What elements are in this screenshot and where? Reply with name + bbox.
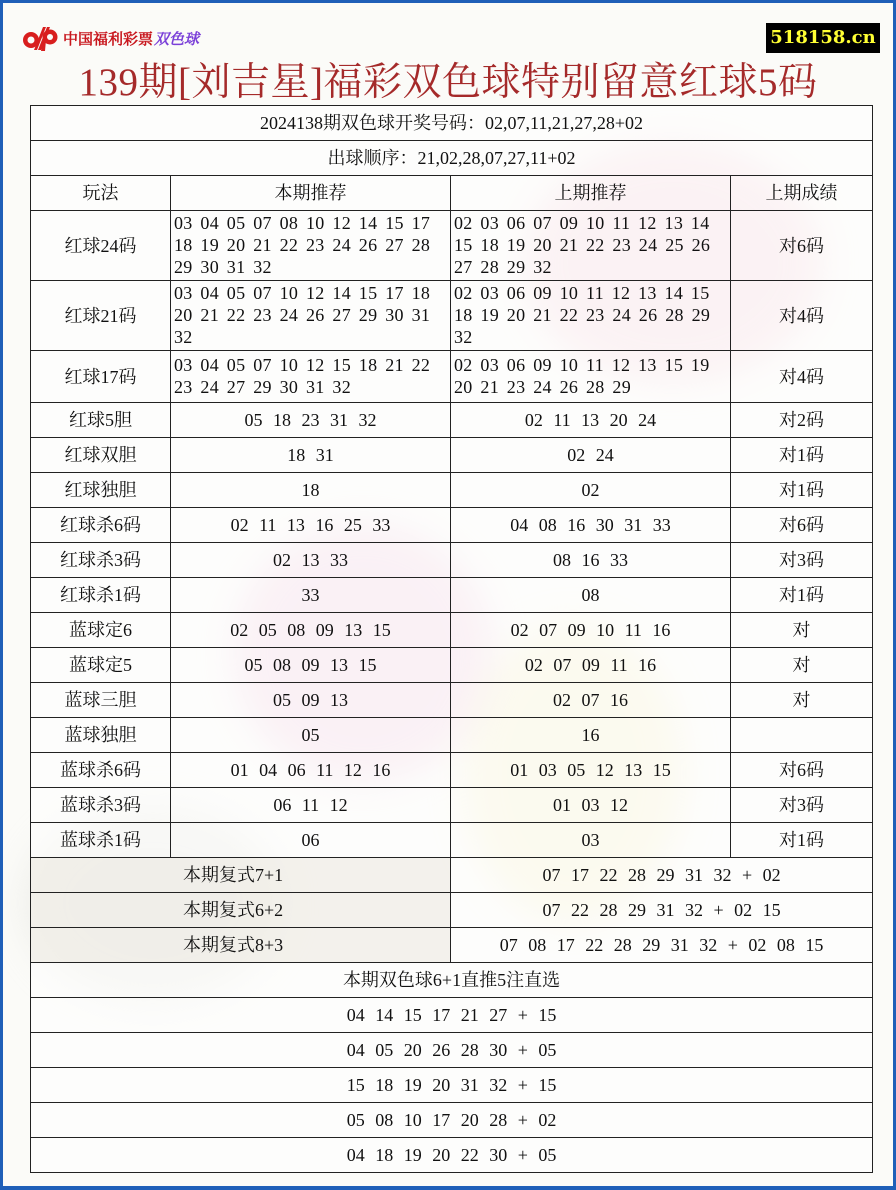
current-numbers: 05 09 13 xyxy=(171,683,451,718)
current-numbers: 05 08 09 13 15 xyxy=(171,648,451,683)
logo-text-ssq: 双色球 xyxy=(154,29,200,48)
previous-numbers: 04 08 16 30 31 33 xyxy=(451,508,731,543)
direct-pick-row xyxy=(31,1033,873,1068)
current-numbers: 33 xyxy=(171,578,451,613)
previous-numbers: 03 xyxy=(451,823,731,858)
direct-pick-row xyxy=(31,1103,873,1138)
previous-numbers: 02 07 09 10 11 16 xyxy=(451,613,731,648)
table-row xyxy=(31,823,873,858)
play-name: 红球杀6码 xyxy=(31,508,171,543)
draw-order-row xyxy=(31,141,873,176)
previous-numbers: 01 03 05 12 13 15 xyxy=(451,753,731,788)
previous-result: 对3码 xyxy=(731,788,873,823)
previous-result: 对2码 xyxy=(731,403,873,438)
previous-numbers: 01 03 12 xyxy=(451,788,731,823)
table-header-row xyxy=(31,176,873,211)
play-name: 蓝球杀6码 xyxy=(31,753,171,788)
previous-result: 对6码 xyxy=(731,508,873,543)
play-name: 蓝球独胆 xyxy=(31,718,171,753)
fushi-label: 本期复式8+3 xyxy=(31,928,451,963)
previous-result: 对6码 xyxy=(731,753,873,788)
table-row xyxy=(31,648,873,683)
lottery-logo xyxy=(21,23,199,53)
direct-pick-row xyxy=(31,1068,873,1103)
play-name: 红球5胆 xyxy=(31,403,171,438)
direct-pick-row xyxy=(31,998,873,1033)
direct-pick: 15 18 19 20 31 32 + 15 xyxy=(31,1068,873,1103)
table-row xyxy=(31,683,873,718)
fushi-row xyxy=(31,893,873,928)
fushi-numbers: 07 17 22 28 29 31 32 + 02 xyxy=(451,858,873,893)
play-name: 红球24码 xyxy=(31,211,171,281)
table-row xyxy=(31,578,873,613)
table-row xyxy=(31,718,873,753)
previous-result xyxy=(731,718,873,753)
previous-numbers: 02 24 xyxy=(451,438,731,473)
play-name: 蓝球定6 xyxy=(31,613,171,648)
play-name: 红球21码 xyxy=(31,281,171,351)
previous-numbers: 02 03 06 07 09 10 11 12 13 14 15 18 19 20 21 22 23 24 25 26 27 28 29 32 xyxy=(451,211,731,281)
page-title: 139期[刘吉星]福彩双色球特别留意红球5码 xyxy=(78,61,818,104)
direct-pick-row xyxy=(31,1138,873,1173)
play-name: 蓝球杀3码 xyxy=(31,788,171,823)
previous-numbers: 16 xyxy=(451,718,731,753)
site-badge: 518158.cn xyxy=(766,23,880,53)
table-row xyxy=(31,351,873,403)
current-numbers: 03 04 05 07 10 12 15 18 21 22 23 24 27 29 30 31 32 xyxy=(171,351,451,403)
fushi-numbers: 07 08 17 22 28 29 31 32 + 02 08 15 xyxy=(451,928,873,963)
draw-result-row xyxy=(31,106,873,141)
direct-pick: 04 18 19 20 22 30 + 05 xyxy=(31,1138,873,1173)
welfare-lottery-logo-icon xyxy=(21,24,59,52)
previous-result: 对 xyxy=(731,613,873,648)
current-numbers: 02 11 13 16 25 33 xyxy=(171,508,451,543)
current-numbers: 06 xyxy=(171,823,451,858)
previous-result: 对4码 xyxy=(731,351,873,403)
previous-result: 对1码 xyxy=(731,578,873,613)
prediction-table xyxy=(30,105,873,1173)
previous-numbers: 02 07 09 11 16 xyxy=(451,648,731,683)
play-name: 蓝球定5 xyxy=(31,648,171,683)
direct-title-row xyxy=(31,963,873,998)
table-row xyxy=(31,613,873,648)
table-row xyxy=(31,281,873,351)
play-name: 蓝球杀1码 xyxy=(31,823,171,858)
header-play: 玩法 xyxy=(31,176,171,211)
page-frame xyxy=(3,3,893,1186)
draw-order-text: 出球顺序：21,02,28,07,27,11+02 xyxy=(31,141,873,176)
previous-result: 对1码 xyxy=(731,473,873,508)
fushi-label: 本期复式6+2 xyxy=(31,893,451,928)
play-name: 红球独胆 xyxy=(31,473,171,508)
previous-numbers: 02 03 06 09 10 11 12 13 14 15 18 19 20 21 22 23 24 26 28 29 32 xyxy=(451,281,731,351)
current-numbers: 05 xyxy=(171,718,451,753)
direct-pick: 04 05 20 26 28 30 + 05 xyxy=(31,1033,873,1068)
table-row xyxy=(31,211,873,281)
current-numbers: 18 31 xyxy=(171,438,451,473)
previous-result: 对1码 xyxy=(731,823,873,858)
table-row xyxy=(31,438,873,473)
play-name: 蓝球三胆 xyxy=(31,683,171,718)
table-row xyxy=(31,403,873,438)
previous-result: 对4码 xyxy=(731,281,873,351)
table-row xyxy=(31,473,873,508)
play-name: 红球17码 xyxy=(31,351,171,403)
current-numbers: 02 13 33 xyxy=(171,543,451,578)
previous-numbers: 08 xyxy=(451,578,731,613)
direct-picks-title: 本期双色球6+1直推5注直选 xyxy=(31,963,873,998)
previous-result: 对3码 xyxy=(731,543,873,578)
fushi-row xyxy=(31,858,873,893)
fushi-row xyxy=(31,928,873,963)
previous-result: 对 xyxy=(731,683,873,718)
table-row xyxy=(31,543,873,578)
table-row xyxy=(31,508,873,543)
current-numbers: 01 04 06 11 12 16 xyxy=(171,753,451,788)
current-numbers: 03 04 05 07 10 12 14 15 17 18 20 21 22 23 24 26 27 29 30 31 32 xyxy=(171,281,451,351)
previous-numbers: 02 11 13 20 24 xyxy=(451,403,731,438)
header-previous: 上期推荐 xyxy=(451,176,731,211)
direct-pick: 04 14 15 17 21 27 + 15 xyxy=(31,998,873,1033)
previous-result: 对6码 xyxy=(731,211,873,281)
play-name: 红球杀3码 xyxy=(31,543,171,578)
previous-result: 对 xyxy=(731,648,873,683)
fushi-numbers: 07 22 28 29 31 32 + 02 15 xyxy=(451,893,873,928)
previous-result: 对1码 xyxy=(731,438,873,473)
table-row xyxy=(31,753,873,788)
previous-numbers: 02 xyxy=(451,473,731,508)
logo-text-cn: 中国福利彩票 xyxy=(63,29,154,48)
current-numbers: 02 05 08 09 13 15 xyxy=(171,613,451,648)
header-result: 上期成绩 xyxy=(731,176,873,211)
current-numbers: 06 11 12 xyxy=(171,788,451,823)
header-current: 本期推荐 xyxy=(171,176,451,211)
previous-numbers: 02 03 06 09 10 11 12 13 15 19 20 21 23 24 26 28 29 xyxy=(451,351,731,403)
play-name: 红球双胆 xyxy=(31,438,171,473)
fushi-label: 本期复式7+1 xyxy=(31,858,451,893)
direct-pick: 05 08 10 17 20 28 + 02 xyxy=(31,1103,873,1138)
current-numbers: 03 04 05 07 08 10 12 14 15 17 18 19 20 21 22 23 24 26 27 28 29 30 31 32 xyxy=(171,211,451,281)
current-numbers: 05 18 23 31 32 xyxy=(171,403,451,438)
previous-numbers: 08 16 33 xyxy=(451,543,731,578)
previous-numbers: 02 07 16 xyxy=(451,683,731,718)
table-row xyxy=(31,788,873,823)
play-name: 红球杀1码 xyxy=(31,578,171,613)
draw-result-text: 2024138期双色球开奖号码：02,07,11,21,27,28+02 xyxy=(31,106,873,141)
current-numbers: 18 xyxy=(171,473,451,508)
